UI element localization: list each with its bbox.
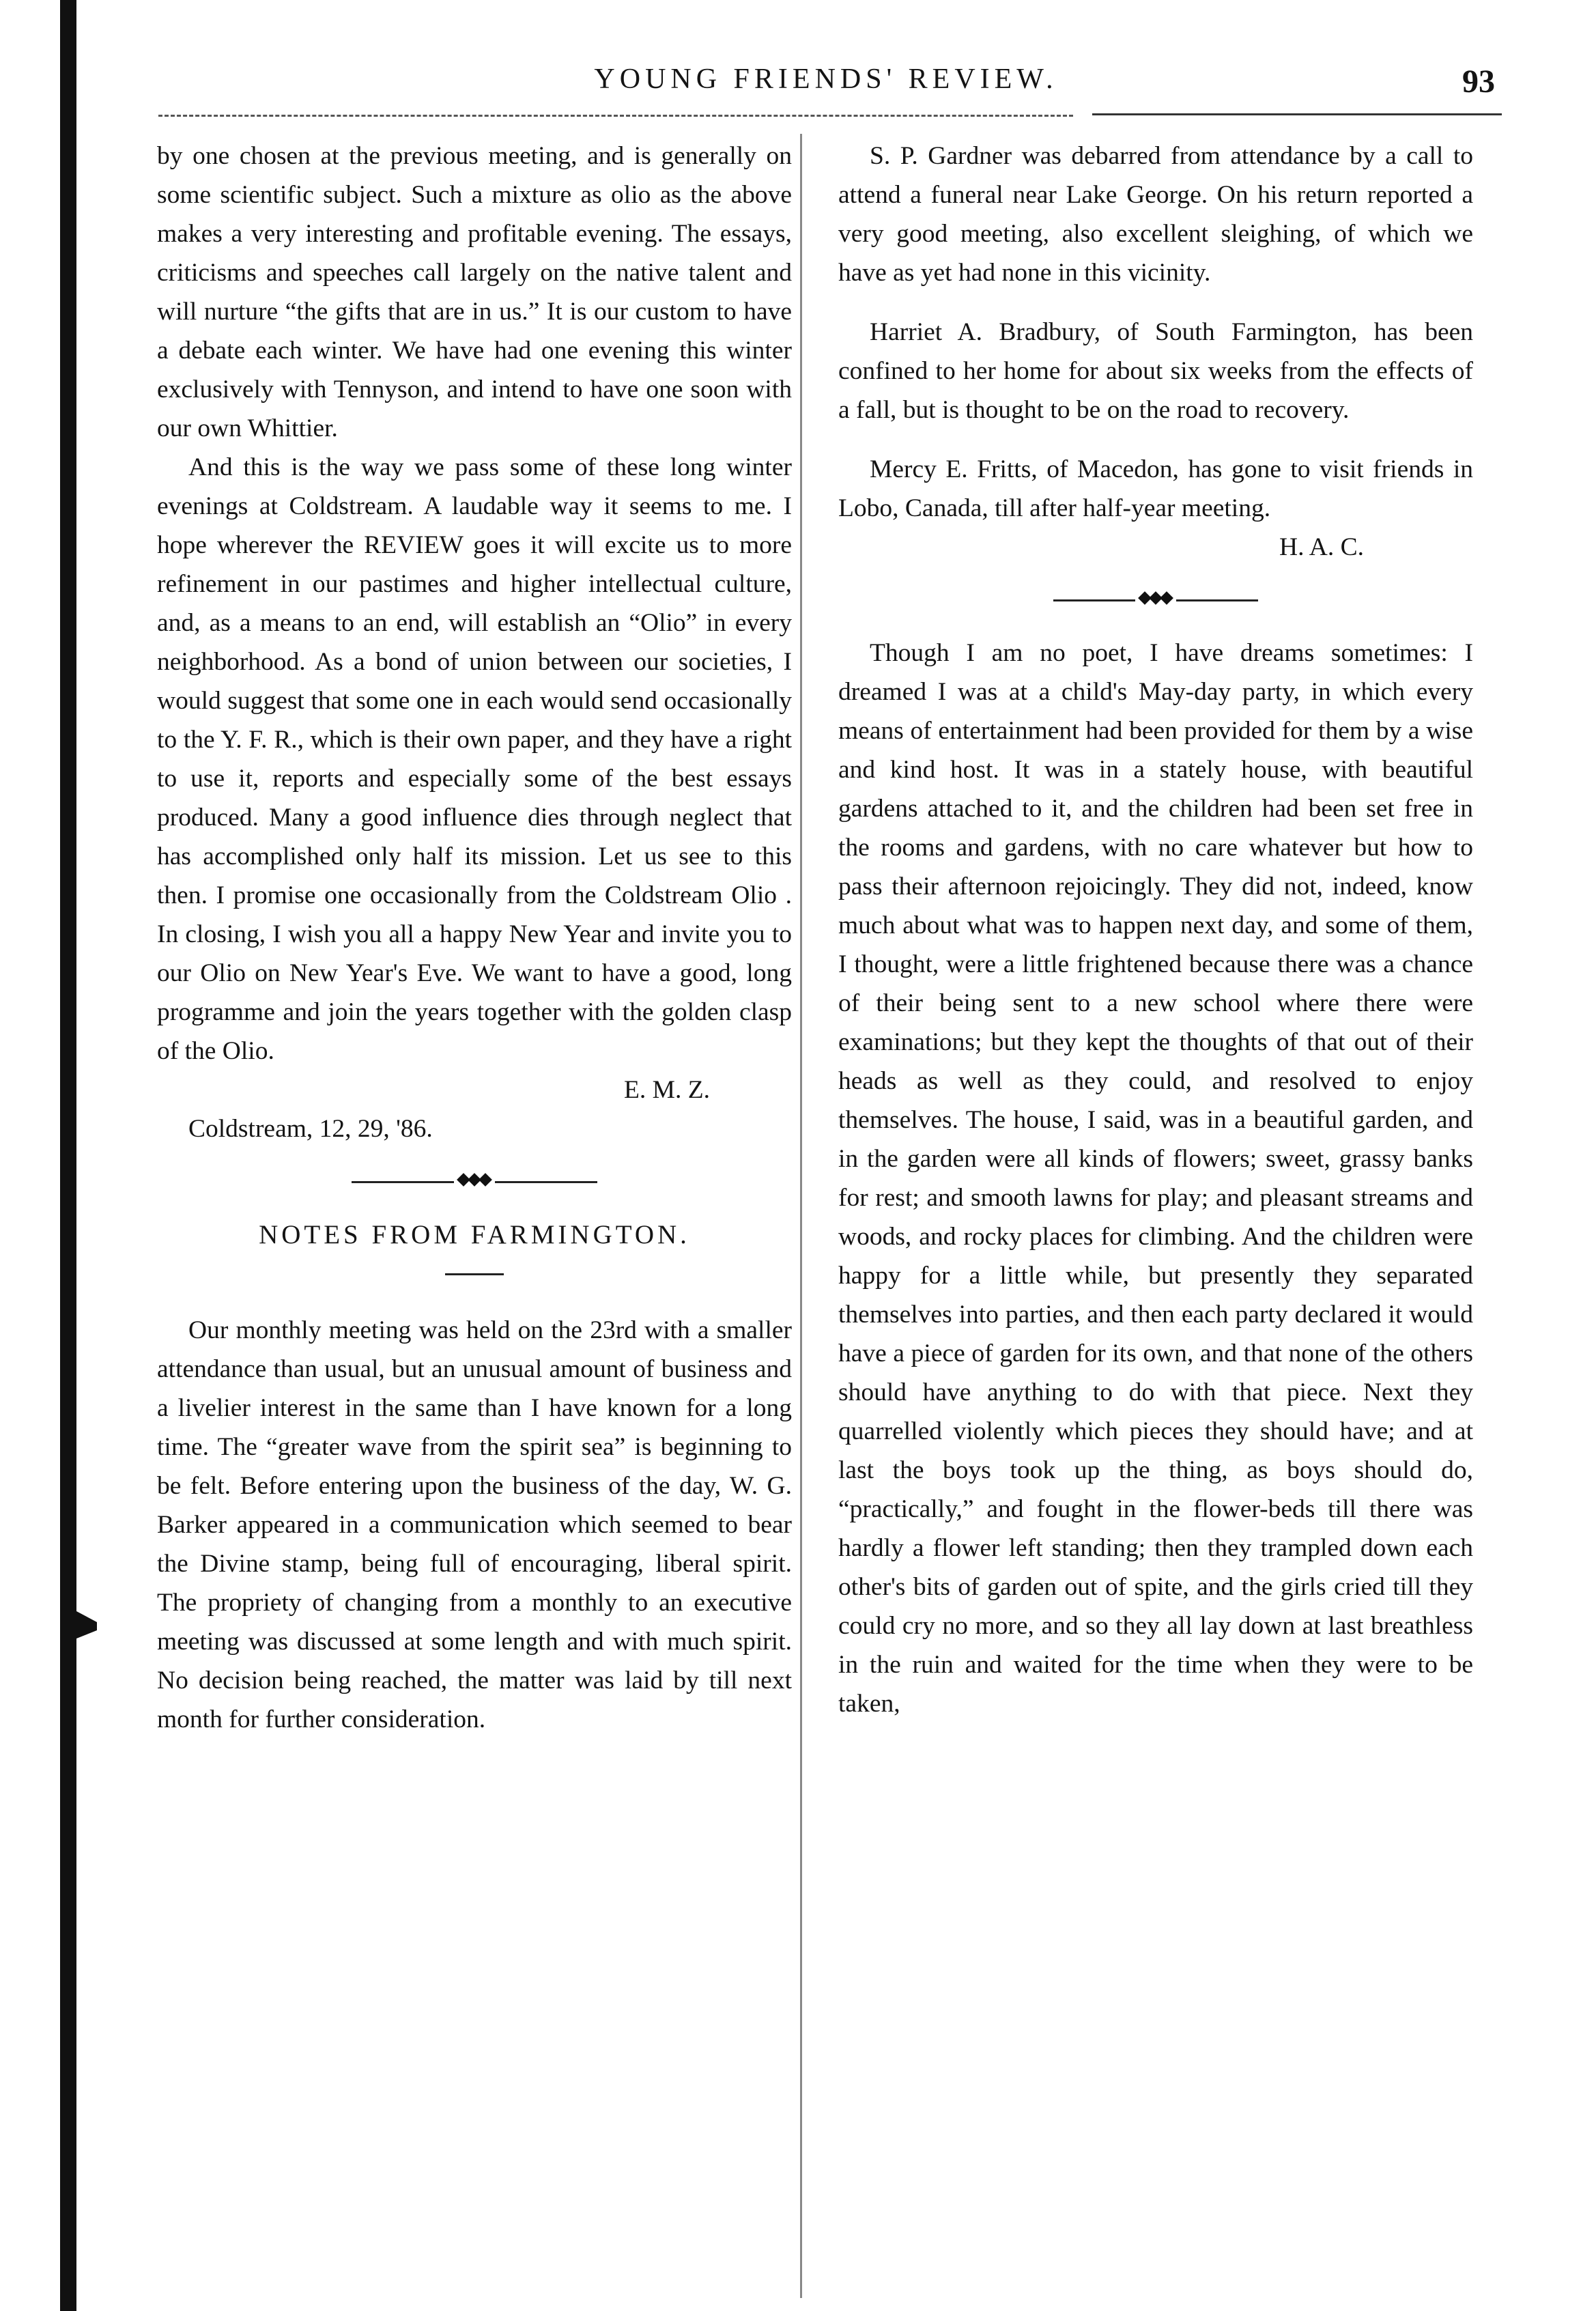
author-initials-emz: E. M. Z.	[623, 1076, 710, 1104]
running-title: YOUNG FRIENDS' REVIEW.	[594, 63, 1058, 95]
signature-line	[838, 528, 1473, 567]
left-column	[157, 137, 792, 1739]
section-ornament	[1053, 591, 1258, 609]
page-binding-edge	[60, 0, 76, 2311]
header-rule-solid	[1092, 113, 1502, 115]
left-paragraph-olio-continued: by one chosen at the previous meeting, and is generally on some scientific subject. Such a mixture as olio as the above makes a very interesting and profitable evening. The essays, criticisms and speeches call largely on the native talent and will nurture “the gifts that are in us.” It is our custom to have a debate each winter. We have had one evening this winter exclusively with Tennyson, and intend to have one soon with our own Whittier.	[157, 142, 792, 442]
right-paragraph-dream: Though I am no poet, I have dreams sometimes: I dreamed I was at a child's May-day party, in which every means of entertainment had been provided for them by a wise and kind host. It was in a stately house, with beautiful gardens attached to it, and the children had been set free in the rooms and gardens, with no care whatever but how to pass their afternoon rejoicingly. They did not, indeed, know much about what was to happen next day, and some of them, I thought, were a little frightened because there was a chance of their being sent to a new school where there were examinations; but they kept the thoughts of that out of their heads as well as they could, and resolved to enjoy themselves. The house, I said, was in a beautiful garden, and in the garden were all kinds of flowers; sweet, grassy banks for rest; and smooth lawns for play; and pleasant streams and woods, and rocky places for climbing. And the children were happy for a little while, but presently they separated themselves into parties, and then each party declared it would have a piece of garden for its own, and that none of the others should have anything to do with that piece. Next they quarrelled violently which pieces they should have; and at last the boys took up the thing, as boys should do, “practically,” and fought in the flower-beds till there was hardly a flower left standing; then they trampled down each other's bits of garden out of spite, and the girls cried till they could cry no more, and so they all lay down at last breathless in the ruin and waited for the time when they were to be taken,	[838, 639, 1473, 1718]
right-paragraph-bradbury: Harriet A. Bradbury, of South Farmington, has been confined to her home for about six weeks from the effects of a fall, but is thought to be on the road to recovery.	[838, 318, 1473, 424]
right-paragraph-gardner: S. P. Gardner was debarred from attendance by a call to attend a funeral near Lake George. On his return reported a very good meeting, also excellent sleighing, of which we have as yet had none in this vicinity.	[838, 142, 1473, 287]
right-column	[838, 137, 1473, 1723]
section-ornament	[352, 1173, 597, 1191]
binding-nick-mark	[76, 1611, 97, 1639]
signature-line	[157, 1071, 792, 1109]
header-rule-dashed	[158, 115, 1073, 117]
right-paragraph-fritts: Mercy E. Fritts, of Macedon, has gone to visit friends in Lobo, Canada, till after half-year meeting.	[838, 455, 1473, 522]
left-paragraph-monthly-meeting: Our monthly meeting was held on the 23rd with a smaller attendance than usual, but an unusual amount of business and a livelier interest in the same than I have known for a long time. The “greater wave from the spirit sea” is beginning to be felt. Before entering upon the business of the day, W. G. Barker appeared in a communication which seemed to bear the Divine stamp, being full of encouraging, liberal spirit. The propriety of changing from a monthly to an executive meeting was discussed at some length and with much spirit. No decision being reached, the matter was laid by till next month for further consideration.	[157, 1316, 792, 1733]
section-heading-farmington: NOTES FROM FARMINGTON.	[259, 1220, 690, 1249]
column-divider	[800, 134, 802, 2298]
left-paragraph-coldstream: And this is the way we pass some of these long winter evenings at Coldstream. A laudable way it seems to me. I hope wherever the REVIEW goes it will excite us to more refinement in our pastimes and higher intellectual culture, and, as a means to an end, will establish an “Olio” in every neighborhood. As a bond of union between our societies, I would suggest that some one in each would send occasionally to the Y. F. R., which is their own paper, and they have a right to use it, reports and especially some of the best essays produced. Many a good influence dies through neglect that has accomplished only half its mission. Let us see to this then. I promise one occasionally from the Coldstream Olio . In closing, I wish you all a happy New Year and invite you to our Olio on New Year's Eve. We want to have a good, long programme and join the years together with the golden clasp of the Olio.	[157, 453, 792, 1065]
dateline: Coldstream, 12, 29, '86.	[188, 1115, 433, 1143]
heading-rule	[445, 1273, 504, 1275]
page-header	[157, 60, 1495, 115]
author-initials-hac: H. A. C.	[1279, 533, 1364, 561]
page-number: 93	[1462, 63, 1495, 100]
